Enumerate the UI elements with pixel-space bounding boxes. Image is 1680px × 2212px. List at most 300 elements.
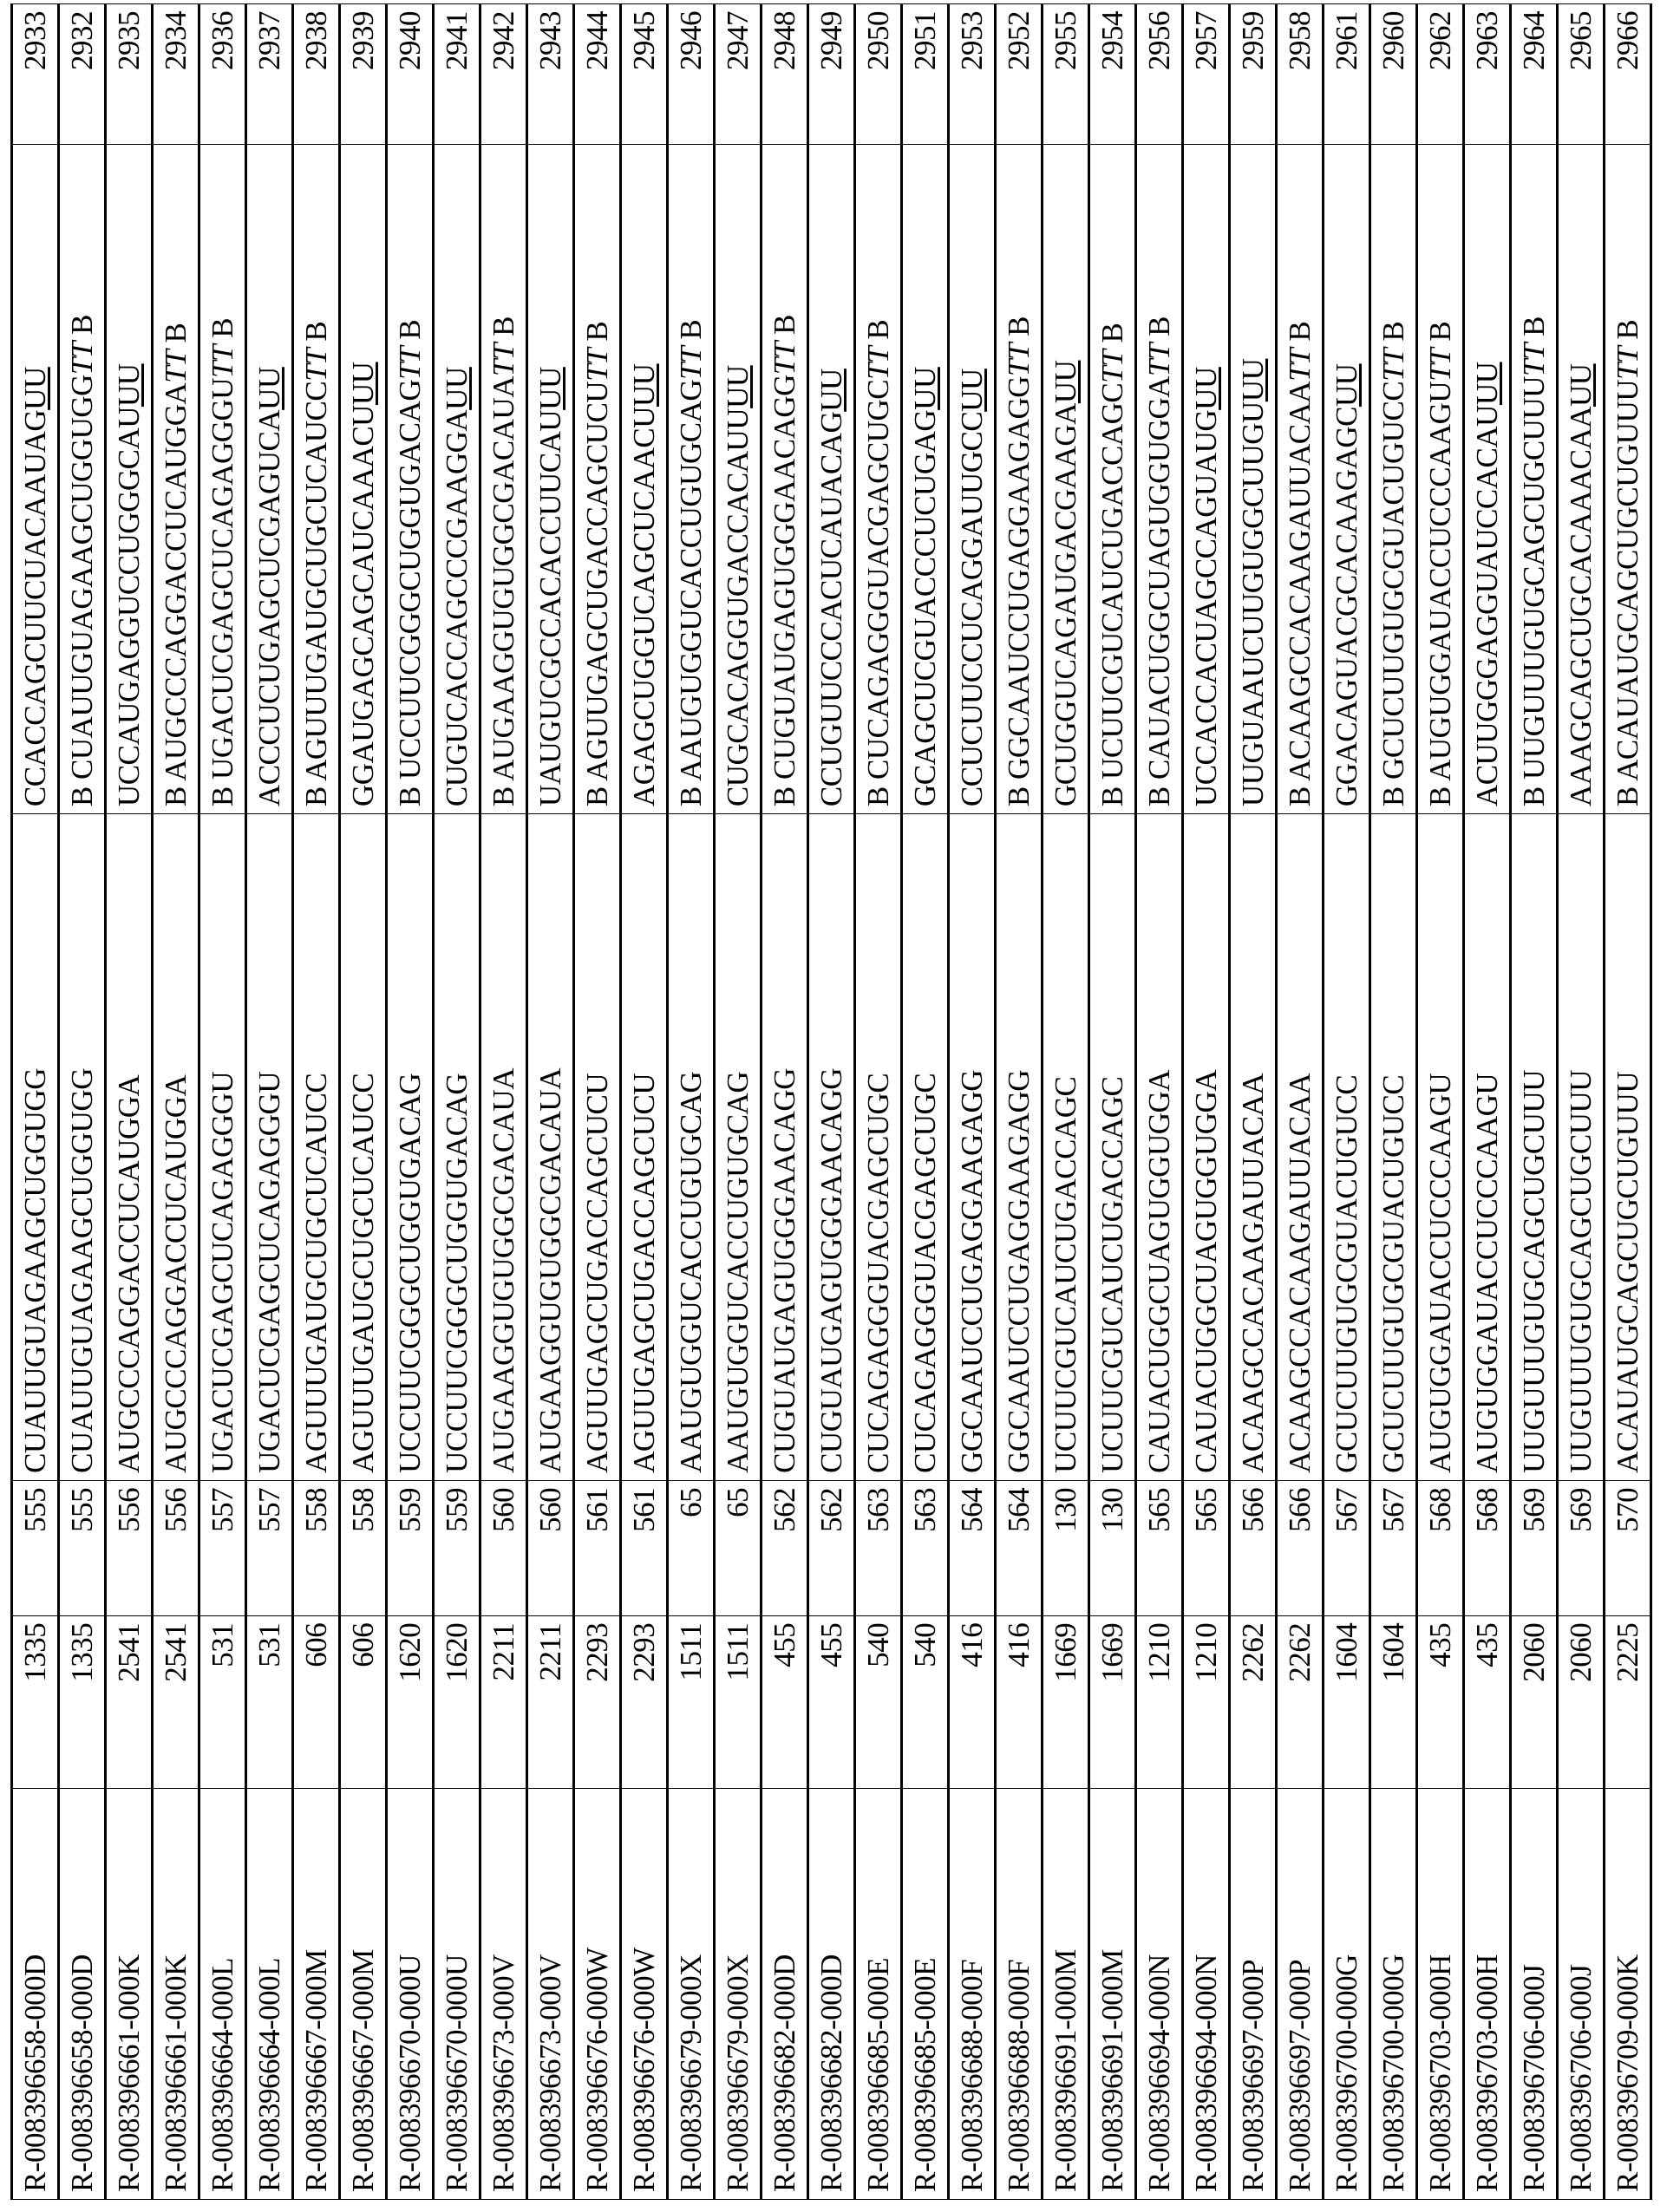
sequence-core: UCUUCGUCAUCUGACCAGC [1095, 383, 1129, 780]
position-cell: 531 [199, 1615, 246, 1788]
modified-sequence-cell [1511, 145, 1558, 814]
sense-seq-id-cell: 130 [1089, 1480, 1136, 1615]
position-cell: 2541 [153, 1615, 199, 1788]
table-row [715, 4, 762, 2200]
table-row [59, 4, 106, 2200]
duplex-id-cell: R-008396709-000K [1605, 1789, 1651, 2200]
sense-seq-id-cell: 561 [621, 1480, 668, 1615]
sequence-core: AUGCCCAGGACCUCAUGGA [159, 383, 193, 781]
sense-sequence-cell: UCCUUCGGGCUGGUGACAG [434, 814, 480, 1481]
sense-seq-id-cell: 561 [574, 1480, 621, 1615]
seq-id-number-cell: 2966 [1605, 4, 1651, 145]
seq-id-number-cell: 2942 [480, 4, 527, 145]
table-row [1370, 4, 1417, 2200]
seq-id-number-cell: 2953 [949, 4, 996, 145]
cap-suffix: B [580, 322, 614, 349]
cap-prefix: B [159, 781, 193, 806]
sense-sequence-cell: AUGCCCAGGACCUCAUGGA [153, 814, 199, 1481]
sequence-core: UCCAUGAGGUCCUGGGCAU [112, 407, 146, 806]
modified-sequence-cell [293, 145, 340, 814]
sequence-overhang: TT [487, 343, 520, 376]
cap-prefix: B [1142, 780, 1176, 806]
table-row [574, 4, 621, 2200]
sense-seq-id-cell: 560 [527, 1480, 574, 1615]
duplex-id-cell: R-008396688-000F [949, 1789, 996, 2200]
sequence-core: UAUGUCGCCACACCUUCAU [533, 410, 567, 806]
sequence-core: ACCCUCUGAGCUCGAGUCA [252, 410, 286, 806]
table-row [293, 4, 340, 2200]
sense-sequence-cell: AGUUGAGCUGACCAGCUCU [574, 814, 621, 1481]
sense-seq-id-cell: 65 [715, 1480, 762, 1615]
cap-prefix: B [1611, 781, 1644, 806]
sequence-core: ACUUGGGAGGUAUCCACAU [1470, 405, 1504, 806]
sense-seq-id-cell: 558 [293, 1480, 340, 1615]
sequence-core: AUGUGGAUACCUCCCAAGU [1423, 382, 1457, 781]
table-row [199, 4, 246, 2200]
position-cell: 2293 [621, 1615, 668, 1788]
seq-id-number-cell: 2943 [527, 4, 574, 145]
sequence-overhang: TT [1611, 347, 1644, 380]
sequence-core: CUCAGAGGGUACGAGCUGC [861, 380, 895, 780]
position-cell: 2262 [1277, 1615, 1324, 1788]
sequence-core: UUGUUUGUGCAGCUGCUUU [1517, 376, 1551, 780]
duplex-id-cell: R-008396658-000D [12, 1789, 59, 2200]
seq-id-number-cell: 2950 [855, 4, 902, 145]
sequence-core: CCUCUUCCUCAGGAUUGCC [955, 412, 989, 806]
rotated-table-container [10, 3, 1678, 2200]
sense-seq-id-cell: 570 [1605, 1480, 1651, 1615]
seq-id-number-cell: 2932 [59, 4, 106, 145]
table-row [106, 4, 153, 2200]
sequence-overhang: TT [768, 342, 801, 375]
duplex-id-cell: R-008396667-000M [340, 1789, 387, 2200]
duplex-id-cell: R-008396703-000H [1464, 1789, 1511, 2200]
position-cell: 531 [246, 1615, 293, 1788]
modified-sequence-cell [153, 145, 199, 814]
position-cell: 1335 [59, 1615, 106, 1788]
sense-seq-id-cell: 564 [996, 1480, 1043, 1615]
duplex-id-cell: R-008396661-000K [106, 1789, 153, 2200]
sense-seq-id-cell: 562 [762, 1480, 808, 1615]
sequence-core: ACAAGCCACAAGAUUACAA [1283, 382, 1317, 781]
sequence-core: GGAUGAGCAGCAUCAAACU [346, 405, 380, 806]
cap-suffix: B [1002, 316, 1036, 343]
seq-id-number-cell: 2952 [996, 4, 1043, 145]
sequence-core: AGUUGAGCUGACCAGCUCU [580, 382, 614, 781]
duplex-id-cell: R-008396676-000W [621, 1789, 668, 2200]
modified-sequence-cell [1183, 145, 1230, 814]
cap-prefix: B [1376, 780, 1410, 806]
cap-suffix: B [1142, 316, 1176, 343]
modified-sequence-cell [340, 145, 387, 814]
modified-sequence-cell [106, 145, 153, 814]
modified-sequence-cell [1558, 145, 1605, 814]
cap-suffix: B [487, 316, 520, 343]
position-cell: 540 [855, 1615, 902, 1788]
cap-prefix: B [768, 780, 801, 806]
duplex-id-cell: R-008396661-000K [153, 1789, 199, 2200]
position-cell: 2293 [574, 1615, 621, 1788]
modified-sequence-cell [1370, 145, 1417, 814]
modified-sequence-cell [902, 145, 949, 814]
duplex-id-cell: R-008396697-000P [1230, 1789, 1277, 2200]
sequence-overhang: UU [346, 362, 380, 405]
sense-sequence-cell: CAUACUGGCUAGUGGUGGA [1183, 814, 1230, 1481]
sequence-overhang: UU [1330, 363, 1363, 407]
cap-prefix: B [487, 781, 520, 806]
table-row [1277, 4, 1324, 2200]
sense-seq-id-cell: 564 [949, 1480, 996, 1615]
modified-sequence-cell [1043, 145, 1089, 814]
table-row [387, 4, 434, 2200]
modified-sequence-cell [434, 145, 480, 814]
position-cell: 2211 [480, 1615, 527, 1788]
duplex-id-cell: R-008396685-000E [855, 1789, 902, 2200]
sense-seq-id-cell: 562 [808, 1480, 855, 1615]
sense-seq-id-cell: 565 [1136, 1480, 1183, 1615]
sequence-core: AUGAAGGUGUGGCGACAUA [487, 376, 520, 781]
seq-id-number-cell: 2959 [1230, 4, 1277, 145]
table-row [1089, 4, 1136, 2200]
modified-sequence-cell [199, 145, 246, 814]
sense-sequence-cell: ACAAGCCACAAGAUUACAA [1277, 814, 1324, 1481]
sense-seq-id-cell: 568 [1464, 1480, 1511, 1615]
cap-prefix: B [1095, 780, 1129, 806]
cap-prefix: B [1517, 780, 1551, 806]
cap-suffix: B [1517, 316, 1551, 343]
sense-sequence-cell: UGACUCGAGCUCAGAGGGU [246, 814, 293, 1481]
sense-sequence-cell: CUAUUGUAGAAGCUGGUGG [12, 814, 59, 1481]
sequence-core: GGACAGUACGCACAAGAGC [1330, 407, 1363, 806]
sense-sequence-cell: ACAUAUGCAGCUGCUGUUU [1605, 814, 1651, 1481]
table-row [949, 4, 996, 2200]
sequence-core: UCCUUCGGGCUGGUGACAG [393, 380, 427, 780]
modified-sequence-cell [1136, 145, 1183, 814]
sense-seq-id-cell: 566 [1230, 1480, 1277, 1615]
cap-suffix: B [1283, 322, 1317, 349]
sense-sequence-cell: CUGUAUGAGUGGGAACAGG [762, 814, 808, 1481]
seq-id-number-cell: 2949 [808, 4, 855, 145]
sense-sequence-cell: ACAAGCCACAAGAUUACAA [1230, 814, 1277, 1481]
sequence-overhang: TT [1095, 350, 1129, 383]
table-row [1230, 4, 1277, 2200]
sequence-table [10, 3, 1652, 2200]
sequence-overhang: TT [1517, 343, 1551, 376]
sense-sequence-cell: UUGUUUGUGCAGCUGCUUU [1558, 814, 1605, 1481]
duplex-id-cell: R-008396706-000J [1558, 1789, 1605, 2200]
sequence-overhang: UU [908, 367, 942, 410]
seq-id-number-cell: 2951 [902, 4, 949, 145]
seq-id-number-cell: 2957 [1183, 4, 1230, 145]
seq-id-number-cell: 2961 [1324, 4, 1370, 145]
seq-id-number-cell: 2963 [1464, 4, 1511, 145]
modified-sequence-cell [1277, 145, 1324, 814]
duplex-id-cell: R-008396670-000U [387, 1789, 434, 2200]
sense-seq-id-cell: 569 [1511, 1480, 1558, 1615]
seq-id-number-cell: 2936 [199, 4, 246, 145]
sequence-overhang: UU [1189, 367, 1223, 410]
position-cell: 2211 [527, 1615, 574, 1788]
position-cell: 1604 [1324, 1615, 1370, 1788]
position-cell: 455 [762, 1615, 808, 1788]
position-cell: 2060 [1511, 1615, 1558, 1788]
sequence-overhang: UU [440, 367, 474, 410]
modified-sequence-cell [1464, 145, 1511, 814]
duplex-id-cell: R-008396664-000L [199, 1789, 246, 2200]
sequence-table-body [12, 4, 1651, 2200]
table-row [762, 4, 808, 2200]
sequence-overhang: UU [1470, 362, 1504, 405]
modified-sequence-cell [1324, 145, 1370, 814]
cap-prefix: B [65, 780, 99, 806]
sense-sequence-cell: GGCAAUCCUGAGGAAGAGG [996, 814, 1043, 1481]
sense-sequence-cell: CUCAGAGGGUACGAGCUGC [855, 814, 902, 1481]
sequence-overhang: UU [955, 369, 989, 412]
sense-sequence-cell: AGUUGAGCUGACCAGCUCU [621, 814, 668, 1481]
cap-prefix: B [393, 780, 427, 806]
sense-seq-id-cell: 556 [153, 1480, 199, 1615]
position-cell: 2225 [1605, 1615, 1651, 1788]
table-row [1605, 4, 1651, 2200]
position-cell: 2541 [106, 1615, 153, 1788]
sense-seq-id-cell: 563 [902, 1480, 949, 1615]
duplex-id-cell: R-008396694-000N [1183, 1789, 1230, 2200]
sequence-core: GCUCUUGUGCGUACUGUCC [1376, 382, 1410, 780]
seq-id-number-cell: 2940 [387, 4, 434, 145]
seq-id-number-cell: 2955 [1043, 4, 1089, 145]
sequence-overhang: UU [112, 363, 146, 407]
sense-sequence-cell: AAUGUGGUCACCUGUGCAG [668, 814, 715, 1481]
sense-sequence-cell: AGUUUGAUGCUGCUCAUCC [293, 814, 340, 1481]
position-cell: 1210 [1183, 1615, 1230, 1788]
cap-suffix: B [159, 323, 193, 350]
sense-seq-id-cell: 555 [59, 1480, 106, 1615]
sequence-overhang: TT [674, 347, 708, 380]
duplex-id-cell: R-008396670-000U [434, 1789, 480, 2200]
sequence-overhang: UU [1564, 363, 1598, 407]
seq-id-number-cell: 2938 [293, 4, 340, 145]
sense-seq-id-cell: 559 [387, 1480, 434, 1615]
seq-id-number-cell: 2934 [153, 4, 199, 145]
sequence-core: AAAGCAGCUGCACAAACAA [1564, 407, 1598, 806]
position-cell: 606 [293, 1615, 340, 1788]
duplex-id-cell: R-008396703-000H [1417, 1789, 1464, 2200]
sense-seq-id-cell: 65 [668, 1480, 715, 1615]
position-cell: 416 [949, 1615, 996, 1788]
modified-sequence-cell [621, 145, 668, 814]
duplex-id-cell: R-008396688-000F [996, 1789, 1043, 2200]
table-row [1558, 4, 1605, 2200]
cap-prefix: B [206, 780, 239, 806]
duplex-id-cell: R-008396676-000W [574, 1789, 621, 2200]
modified-sequence-cell [762, 145, 808, 814]
seq-id-number-cell: 2946 [668, 4, 715, 145]
duplex-id-cell: R-008396658-000D [59, 1789, 106, 2200]
sequence-core: UUGUAAUCUUGUGGCUUGU [1236, 401, 1270, 806]
sequence-overhang: TT [393, 347, 427, 380]
sequence-core: CUGUAUGAGUGGGAACAGG [768, 375, 801, 780]
sense-seq-id-cell: 557 [246, 1480, 293, 1615]
sequence-overhang: TT [861, 347, 895, 380]
cap-suffix: B [861, 320, 895, 347]
table-row [1417, 4, 1464, 2200]
cap-prefix: B [580, 781, 614, 806]
sense-sequence-cell: AUGAAGGUGUGGCGACAUA [480, 814, 527, 1481]
sequence-core: GGCAAUCCUGAGGAAGAGG [1002, 376, 1036, 780]
modified-sequence-cell [1089, 145, 1136, 814]
seq-id-number-cell: 2965 [1558, 4, 1605, 145]
sense-sequence-cell: CUAUUGUAGAAGCUGGUGG [59, 814, 106, 1481]
duplex-id-cell: R-008396694-000N [1136, 1789, 1183, 2200]
duplex-id-cell: R-008396685-000E [902, 1789, 949, 2200]
seq-id-number-cell: 2933 [12, 4, 59, 145]
modified-sequence-cell [1605, 145, 1651, 814]
seq-id-number-cell: 2944 [574, 4, 621, 145]
sequence-overhang: UU [1236, 359, 1270, 402]
seq-id-number-cell: 2956 [1136, 4, 1183, 145]
sense-seq-id-cell: 559 [434, 1480, 480, 1615]
cap-prefix: B [1002, 780, 1036, 806]
duplex-id-cell: R-008396682-000D [808, 1789, 855, 2200]
position-cell: 606 [340, 1615, 387, 1788]
sequence-core: GCAGCUCGUACCCUCUGAG [908, 410, 942, 806]
duplex-id-cell: R-008396667-000M [293, 1789, 340, 2200]
sequence-core: AAUGUGGUCACCUGUGCAG [674, 380, 708, 781]
seq-id-number-cell: 2958 [1277, 4, 1324, 145]
table-row [527, 4, 574, 2200]
sense-seq-id-cell: 557 [199, 1480, 246, 1615]
cap-suffix: B [1376, 322, 1410, 349]
sequence-overhang: TT [299, 349, 333, 382]
modified-sequence-cell [12, 145, 59, 814]
sense-seq-id-cell: 555 [12, 1480, 59, 1615]
sense-sequence-cell: CUGUAUGAGUGGGAACAGG [808, 814, 855, 1481]
modified-sequence-cell [855, 145, 902, 814]
table-row [1464, 4, 1511, 2200]
sequence-overhang: TT [159, 350, 193, 383]
sequence-overhang: TT [1376, 349, 1410, 382]
sense-seq-id-cell: 567 [1370, 1480, 1417, 1615]
sequence-core: CCUGUUCCCACUCAUACAG [814, 412, 848, 806]
cap-prefix: B [299, 781, 333, 806]
cap-suffix: B [1423, 322, 1457, 349]
sense-seq-id-cell: 556 [106, 1480, 153, 1615]
table-row [1324, 4, 1370, 2200]
cap-suffix: B [65, 315, 99, 342]
sequence-overhang: UU [1049, 361, 1082, 404]
seq-id-number-cell: 2935 [106, 4, 153, 145]
sequence-overhang: UU [814, 369, 848, 412]
sense-sequence-cell: AUGUGGAUACCUCCCAAGU [1464, 814, 1511, 1481]
sense-sequence-cell: UUGUUUGUGCAGCUGCUUU [1511, 814, 1558, 1481]
table-row [434, 4, 480, 2200]
sense-sequence-cell: UCCUUCGGGCUGGUGACAG [387, 814, 434, 1481]
modified-sequence-cell [1230, 145, 1277, 814]
modified-sequence-cell [949, 145, 996, 814]
position-cell: 416 [996, 1615, 1043, 1788]
cap-suffix: B [674, 320, 708, 347]
table-row [621, 4, 668, 2200]
table-row [902, 4, 949, 2200]
position-cell: 435 [1417, 1615, 1464, 1788]
sense-seq-id-cell: 567 [1324, 1480, 1370, 1615]
sequence-overhang: TT [1142, 343, 1176, 376]
modified-sequence-cell [715, 145, 762, 814]
modified-sequence-cell [574, 145, 621, 814]
sense-sequence-cell: GCUCUUGUGCGUACUGUCC [1324, 814, 1370, 1481]
duplex-id-cell: R-008396664-000L [246, 1789, 293, 2200]
position-cell: 2060 [1558, 1615, 1605, 1788]
duplex-id-cell: R-008396673-000V [480, 1789, 527, 2200]
duplex-id-cell: R-008396679-000X [715, 1789, 762, 2200]
position-cell: 1210 [1136, 1615, 1183, 1788]
seq-id-number-cell: 2964 [1511, 4, 1558, 145]
modified-sequence-cell [246, 145, 293, 814]
modified-sequence-cell [387, 145, 434, 814]
sequence-core: CUGCACAGGUGACCACAUU [721, 408, 755, 806]
table-row [153, 4, 199, 2200]
sequence-core: UGACUCGAGCUCAGAGGGU [206, 378, 239, 780]
sequence-core: AGUUUGAUGCUGCUCAUCC [299, 382, 333, 781]
cap-prefix: B [1423, 781, 1457, 806]
position-cell: 2262 [1230, 1615, 1277, 1788]
seq-id-number-cell: 2945 [621, 4, 668, 145]
position-cell: 1669 [1089, 1615, 1136, 1788]
sense-seq-id-cell: 568 [1417, 1480, 1464, 1615]
sequence-overhang: TT [206, 345, 239, 378]
cap-prefix: B [861, 780, 895, 806]
sequence-overhang: UU [721, 365, 755, 408]
duplex-id-cell: R-008396691-000M [1089, 1789, 1136, 2200]
duplex-id-cell: R-008396679-000X [668, 1789, 715, 2200]
cap-suffix: B [206, 318, 239, 345]
cap-suffix: B [299, 322, 333, 349]
sense-sequence-cell: GCUCUUGUGCGUACUGUCC [1370, 814, 1417, 1481]
modified-sequence-cell [480, 145, 527, 814]
table-row [1183, 4, 1230, 2200]
seq-id-number-cell: 2948 [762, 4, 808, 145]
sense-sequence-cell: AGUUUGAUGCUGCUCAUCC [340, 814, 387, 1481]
modified-sequence-cell [996, 145, 1043, 814]
position-cell: 1620 [434, 1615, 480, 1788]
position-cell: 1511 [668, 1615, 715, 1788]
sense-sequence-cell: UCUUCGUCAUCUGACCAGC [1043, 814, 1089, 1481]
sequence-overhang: TT [580, 349, 614, 382]
sequence-core: UCCACCACUAGCCAGUAUG [1189, 410, 1223, 806]
sense-seq-id-cell: 130 [1043, 1480, 1089, 1615]
sense-sequence-cell: CAUACUGGCUAGUGGUGGA [1136, 814, 1183, 1481]
seq-id-number-cell: 2962 [1417, 4, 1464, 145]
sense-seq-id-cell: 563 [855, 1480, 902, 1615]
seq-id-number-cell: 2954 [1089, 4, 1136, 145]
cap-suffix: B [393, 320, 427, 347]
sequence-core: CUGUCACCAGCCCGAAGGA [440, 410, 474, 806]
table-row [996, 4, 1043, 2200]
position-cell: 435 [1464, 1615, 1511, 1788]
duplex-id-cell: R-008396706-000J [1511, 1789, 1558, 2200]
position-cell: 1604 [1370, 1615, 1417, 1788]
seq-id-number-cell: 2960 [1370, 4, 1417, 145]
modified-sequence-cell [527, 145, 574, 814]
table-row [808, 4, 855, 2200]
sequence-overhang: UU [252, 367, 286, 410]
table-row [855, 4, 902, 2200]
position-cell: 540 [902, 1615, 949, 1788]
table-row [1043, 4, 1089, 2200]
table-row [12, 4, 59, 2200]
duplex-id-cell: R-008396691-000M [1043, 1789, 1089, 2200]
cap-prefix: B [674, 781, 708, 806]
